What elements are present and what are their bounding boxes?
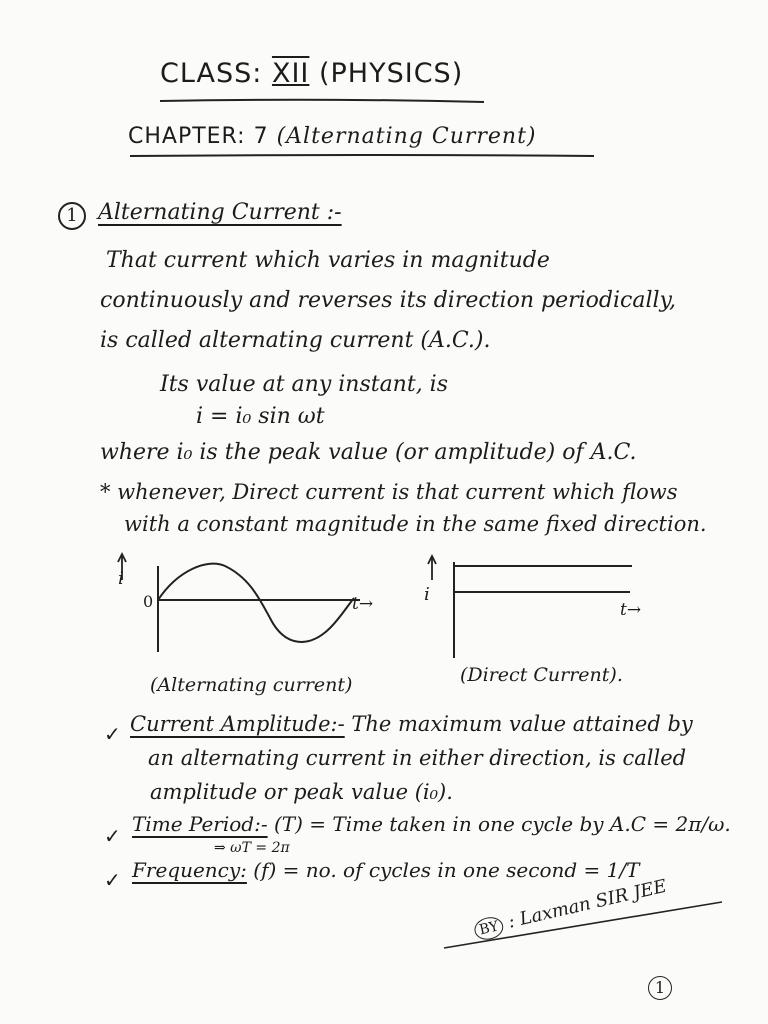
dc-x-label: t→: [620, 600, 642, 620]
frequency-line: [132, 858, 639, 882]
class-subject: (PHYSICS): [318, 58, 464, 89]
class-number: XII: [271, 58, 310, 89]
check-icon: ✓: [104, 824, 121, 848]
dc-caption: (Direct Current).: [460, 664, 623, 686]
amplitude-line-1: [130, 712, 693, 736]
time-period-line: [132, 812, 731, 836]
class-underline: [158, 98, 488, 104]
signature-name: : Laxman SIR JEE: [506, 875, 669, 933]
chapter-name: (Alternating Current): [276, 124, 537, 149]
section-heading: Alternating Current :-: [98, 200, 342, 225]
time-period-note: ⇒ ωT = 2π: [214, 840, 290, 856]
page-number: 1: [648, 976, 672, 1000]
amplitude-line-3: amplitude or peak value (i₀).: [150, 780, 453, 804]
dc-y-label: i: [424, 584, 430, 605]
time-period-term: Time Period:-: [132, 812, 268, 836]
chapter-title: [128, 124, 537, 149]
definition-line-1: That current which varies in magnitude: [106, 248, 550, 273]
formula: i = i₀ sin ωt: [196, 404, 325, 429]
dc-line-2: with a constant magnitude in the same fixed direction.: [124, 512, 707, 536]
amplitude-term: Current Amplitude:-: [130, 712, 345, 736]
definition-line-2: continuously and reverses its direction periodically,: [100, 288, 677, 313]
amplitude-text-1: The maximum value attained by: [344, 712, 693, 736]
chapter-label: CHAPTER: 7: [128, 124, 269, 149]
chapter-underline: [128, 153, 598, 159]
dc-line-1: * whenever, Direct current is that current which flows: [100, 480, 678, 504]
amplitude-line-2: an alternating current in either direction, is called: [148, 746, 687, 770]
check-icon: ✓: [104, 868, 121, 892]
instant-value-line: Its value at any instant, is: [160, 372, 449, 397]
dc-y-arrow: [428, 556, 436, 580]
ac-sine-wave: [158, 564, 354, 642]
where-line: where i₀ is the peak value (or amplitude) of A.C.: [100, 440, 637, 465]
ac-origin-label: 0: [143, 592, 154, 611]
definition-line-3: is called alternating current (A.C.).: [100, 328, 491, 353]
check-icon: ✓: [104, 722, 121, 746]
ac-caption: (Alternating current): [150, 674, 353, 696]
frequency-term: Frequency:: [132, 858, 247, 882]
class-title: [160, 58, 463, 89]
time-period-text: (T) = Time taken in one cycle by A.C = 2π/ω.: [267, 812, 731, 836]
ac-y-label: i: [118, 568, 124, 589]
ac-x-label: t→: [352, 594, 374, 614]
class-label: CLASS:: [160, 58, 263, 89]
section-number: 1: [58, 202, 86, 230]
signature-by: BY: [472, 914, 505, 942]
frequency-text: (f) = no. of cycles in one second = 1/T: [246, 858, 640, 882]
